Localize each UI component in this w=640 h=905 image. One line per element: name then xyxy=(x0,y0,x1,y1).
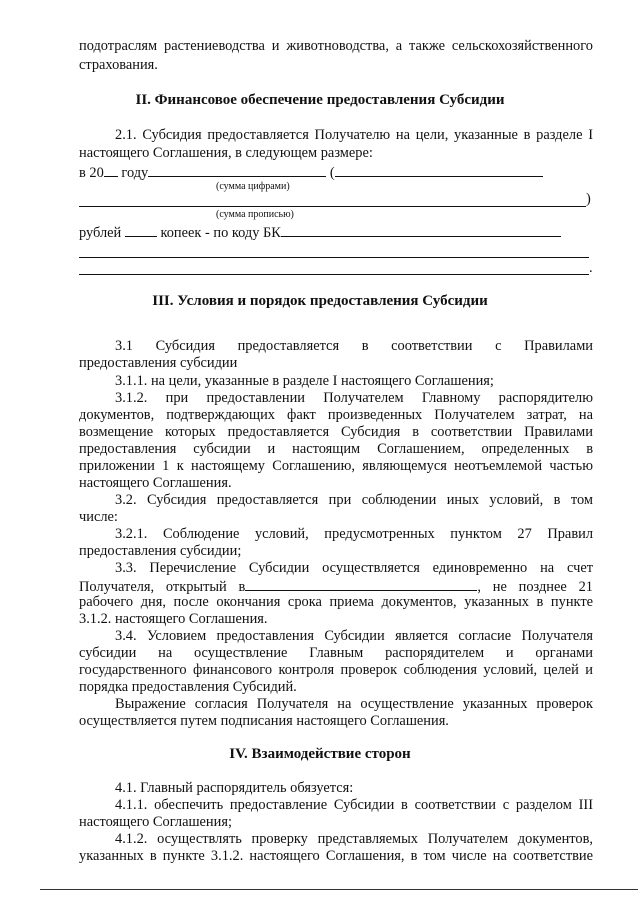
p33-account-prefix: Получателя, открытый в xyxy=(79,579,246,595)
intro-line-1: подотраслям растениеводства и животноводства, а также сельскохозяйственного xyxy=(79,38,593,54)
section-4-heading: IV. Взаимодействие сторон xyxy=(229,746,411,762)
section-2-heading: II. Финансовое обеспечение предоставления Субсидии xyxy=(135,92,505,108)
kopeks-blank[interactable] xyxy=(125,223,157,237)
p33-line-1: 3.3. Перечисление Субсидии осуществляется единовременно на счет xyxy=(115,560,593,576)
p312-line-3: возмещение которых предоставляется Субсидия в соответствии Правилами xyxy=(79,424,593,440)
p34-line-4: порядка предоставления Субсидий. xyxy=(79,679,297,695)
p32-line-1: 3.2. Субсидия предоставляется при соблюдении иных условий, в том xyxy=(115,492,593,508)
amount-digits-blank[interactable] xyxy=(148,163,326,177)
kbk-blank[interactable] xyxy=(281,223,561,237)
kopeks-label: копеек - по коду БК xyxy=(160,225,281,241)
p34-line-2: субсидии на осуществление Главным распорядителем и органами xyxy=(79,645,593,661)
kbk-line xyxy=(79,223,593,242)
p321-line-1: 3.2.1. Соблюдение условий, предусмотренных пунктом 27 Правил xyxy=(115,526,593,542)
blank-line-2[interactable] xyxy=(79,274,589,275)
p412-line-2: указанных в пункте 3.1.2. настоящего Соглашения, в том числе на соответствие xyxy=(79,848,593,864)
amount-words-blank-start[interactable] xyxy=(335,163,543,177)
p21-line-2: настоящего Соглашения, в следующем размере: xyxy=(79,145,373,161)
section-3-heading: III. Условия и порядок предоставления Субсидии xyxy=(152,293,488,309)
p312-line-4: предоставления субсидии и настоящим Соглашением, определенных в xyxy=(79,441,593,457)
p21-line-1: 2.1. Субсидия предоставляется Получателю на цели, указанные в разделе I xyxy=(115,127,593,143)
hint-amount-words: (сумма прописью) xyxy=(216,209,294,220)
page-bottom-rule xyxy=(40,889,638,890)
p312-line-6: настоящего Соглашения. xyxy=(79,475,232,491)
p33-line-3: рабочего дня, после окончания срока приема документов, указанных в пункте xyxy=(79,594,593,610)
paren-open: ( xyxy=(329,165,335,181)
year-amount-line xyxy=(79,163,593,182)
p311: 3.1.1. на цели, указанные в разделе I настоящего Соглашения; xyxy=(115,373,494,389)
p41: 4.1. Главный распорядитель обязуется: xyxy=(115,780,354,796)
account-bank-blank[interactable] xyxy=(245,577,477,591)
intro-line-2: страхования. xyxy=(79,57,158,73)
p33-account-suffix: , не позднее 21 xyxy=(477,579,593,595)
p34-line-3: государственного финансового контроля проверок соблюдения условий, целей и xyxy=(79,662,593,678)
hint-amount-digits: (сумма цифрами) xyxy=(216,181,290,192)
p31-line-2: предоставления субсидии xyxy=(79,355,238,371)
p35-line-2: осуществляется путем подписания настоящего Соглашения. xyxy=(79,713,449,729)
p312-line-5: приложении 1 к настоящему Соглашению, являющемуся неотъемлемой частью xyxy=(79,458,593,474)
blank-line-period: . xyxy=(589,260,593,276)
paren-close: ) xyxy=(586,191,591,207)
amount-words-blank[interactable] xyxy=(79,206,586,207)
p321-line-2: предоставления субсидии; xyxy=(79,543,242,559)
blank-line-1[interactable] xyxy=(79,257,589,258)
year-blank[interactable] xyxy=(104,163,118,177)
p411-line-1: 4.1.1. обеспечить предоставление Субсидии в соответствии с разделом III xyxy=(115,797,593,813)
p312-line-2: документов, подтверждающих факт произведенных Получателем затрат, на xyxy=(79,407,593,423)
p32-line-2: числе: xyxy=(79,509,118,525)
p33-line-4: 3.1.2. настоящего Соглашения. xyxy=(79,611,268,627)
p35-line-1: Выражение согласия Получателя на осуществление указанных проверок xyxy=(115,696,593,712)
year-suffix: году xyxy=(121,165,149,181)
p412-line-1: 4.1.2. осуществлять проверку представляемых Получателем документов, xyxy=(115,831,593,847)
p34-line-1: 3.4. Условием предоставления Субсидии является согласие Получателя xyxy=(115,628,593,644)
rubles-label: рублей xyxy=(79,225,122,241)
p31-line-1: 3.1 Субсидия предоставляется в соответствии с Правилами xyxy=(115,338,593,354)
p411-line-2: настоящего Соглашения; xyxy=(79,814,232,830)
p312-line-1: 3.1.2. при предоставлении Получателем Главному распорядителю xyxy=(115,390,593,406)
year-prefix: в 20 xyxy=(79,165,104,181)
